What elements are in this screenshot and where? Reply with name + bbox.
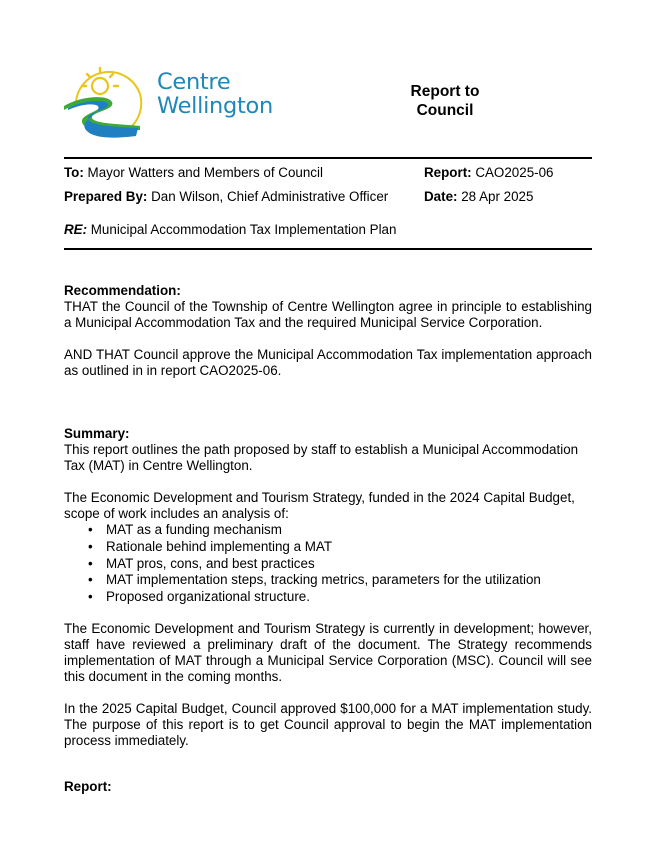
- summary-paragraph-4: In the 2025 Capital Budget, Council approved $100,000 for a MAT implementation study. The purpose of this report is to get Council approval to begin the MAT implementation process immediately.: [64, 701, 592, 748]
- report-section: [64, 779, 592, 795]
- report-heading: Report:: [64, 779, 112, 794]
- prepared-label: Prepared By:: [64, 189, 148, 204]
- list-item: • Proposed organizational structure.: [64, 589, 592, 606]
- header-divider-bottom: [64, 248, 592, 250]
- recommendation-paragraph-1: THAT the Council of the Township of Centre Wellington agree in principle to establishing a Municipal Accommodation Tax and the required Municipal Service Corporation.: [64, 299, 592, 330]
- recommendation-section: [64, 283, 592, 379]
- header-divider-top: [64, 157, 592, 159]
- logo-line-2: Wellington: [157, 93, 273, 119]
- list-item: • Rationale behind implementing a MAT: [64, 539, 592, 556]
- recommendation-heading: Recommendation:: [64, 283, 181, 298]
- summary-paragraph-1: This report outlines the path proposed by staff to establish a Municipal Accommodation Tax (MAT) in Centre Wellington.: [64, 442, 579, 473]
- logo-wordmark: [157, 70, 273, 118]
- to-value: Mayor Watters and Members of Council: [83, 165, 323, 180]
- date-field: [424, 189, 533, 205]
- logo-line-1: Centre: [157, 69, 231, 95]
- prepared-value: Dan Wilson, Chief Administrative Officer: [147, 189, 389, 204]
- analysis-list: [64, 522, 592, 606]
- document-title: [400, 82, 490, 120]
- list-item: • MAT implementation steps, tracking metrics, parameters for the utilization: [64, 572, 592, 589]
- summary-paragraph-2: The Economic Development and Tourism Strategy, funded in the 2024 Capital Budget, scope of work includes an analysis of:: [64, 490, 575, 521]
- list-item: • MAT pros, cons, and best practices: [64, 556, 592, 573]
- list-item: • MAT as a funding mechanism: [64, 522, 592, 539]
- report-number-field: [424, 165, 554, 181]
- centre-wellington-logo: [62, 64, 282, 144]
- summary-heading: Summary:: [64, 426, 130, 441]
- re-label: RE:: [64, 222, 88, 237]
- date-value: 28 Apr 2025: [457, 189, 534, 204]
- summary-section: [64, 426, 592, 606]
- recommendation-paragraph-2: AND THAT Council approve the Municipal Accommodation Tax implementation approach as outlined in in report CAO2025-06.: [64, 347, 592, 378]
- date-label: Date:: [424, 189, 458, 204]
- summary-paragraph-3: The Economic Development and Tourism Strategy is currently in development; however, staff have reviewed a preliminary draft of the document. The Strategy recommends implementation of MAT through a Municipal Service Corporation (MSC). Council will see this document in the coming months.: [64, 621, 592, 684]
- to-field: [64, 165, 323, 181]
- re-value: Municipal Accommodation Tax Implementation Plan: [87, 222, 397, 237]
- re-field: [64, 222, 396, 238]
- report-label: Report:: [424, 165, 472, 180]
- title-line-2: Council: [416, 102, 474, 119]
- summary-continued: [64, 621, 592, 749]
- to-label: To:: [64, 165, 84, 180]
- sun-river-logo-icon: [62, 64, 157, 144]
- prepared-by-field: [64, 189, 388, 205]
- title-line-1: Report to: [410, 83, 480, 100]
- report-value: CAO2025-06: [471, 165, 554, 180]
